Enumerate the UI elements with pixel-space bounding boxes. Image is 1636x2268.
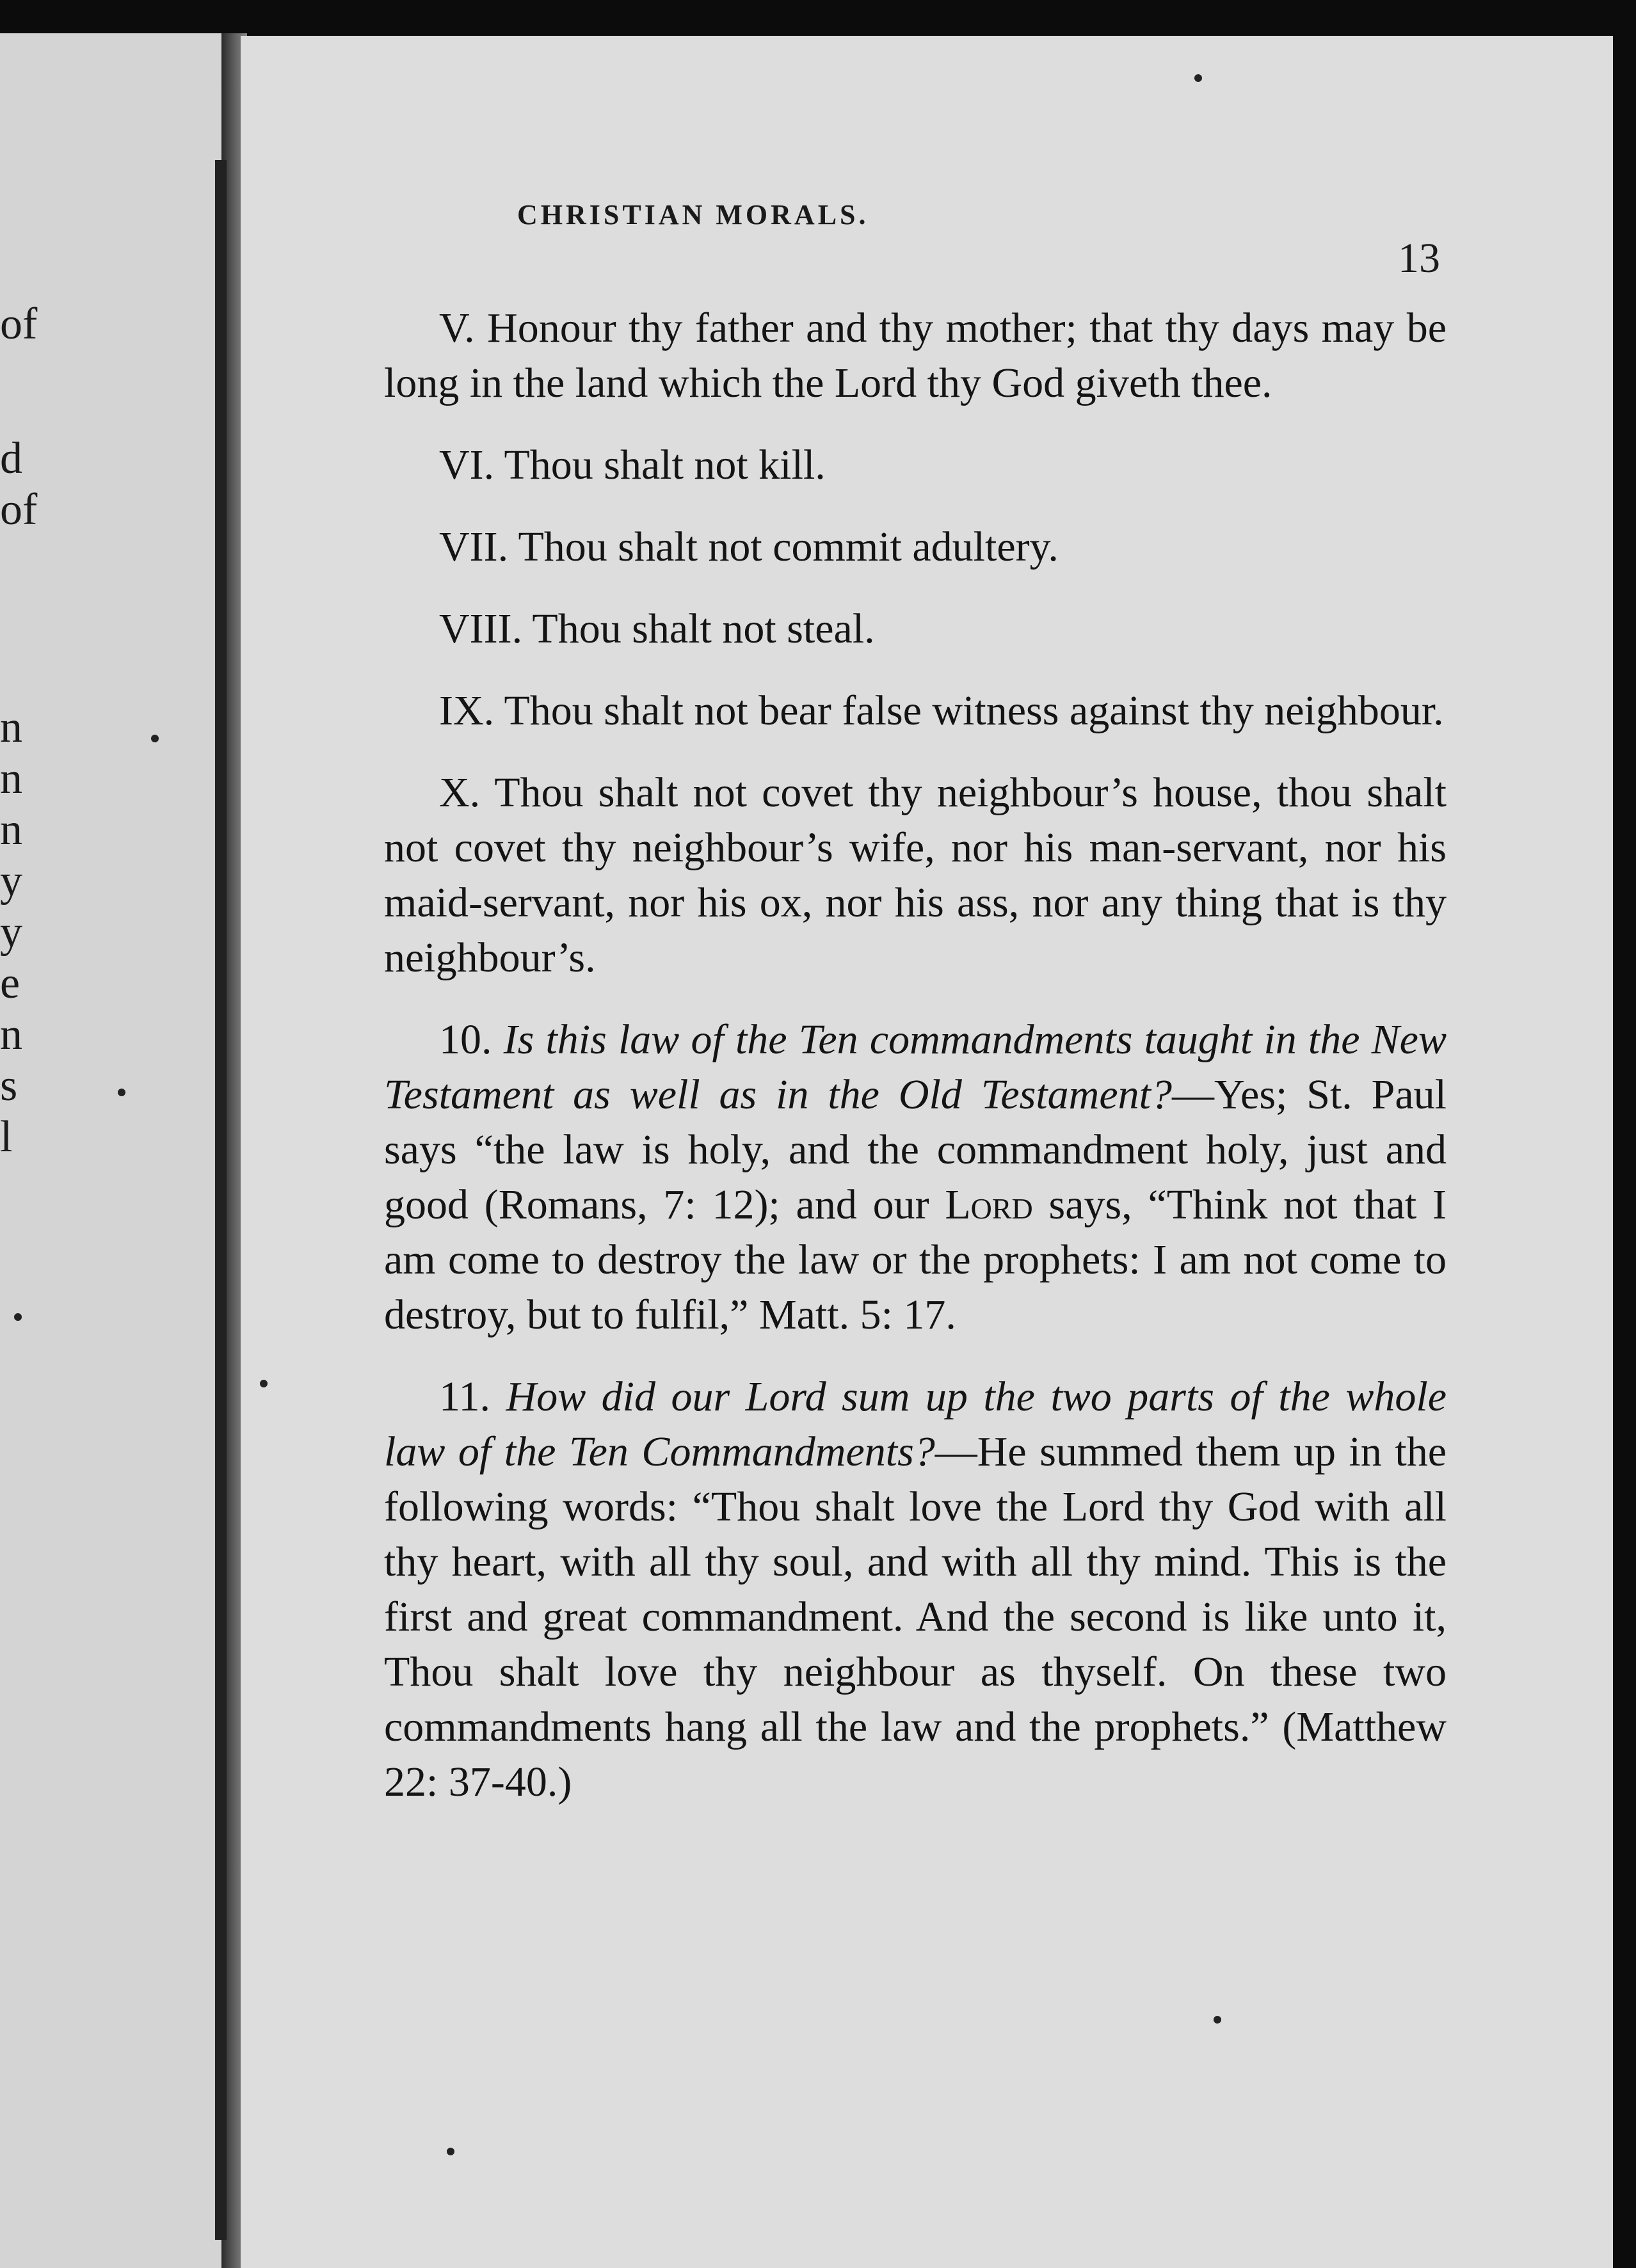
scan-top-border	[0, 0, 1636, 38]
scan-right-border	[1613, 0, 1636, 2268]
commandment-text: Thou shalt not commit adultery.	[518, 523, 1059, 570]
commandment-paragraph	[384, 602, 1447, 657]
answer-text: says, “Think not that I am come to destroy the law or the prophets: I am not come to destroy, but to fulfil,” Matt. 5: 17.	[384, 1181, 1447, 1338]
commandment-numeral: VIII.	[439, 605, 523, 652]
commandment-paragraph	[384, 683, 1447, 739]
page-body	[384, 301, 1447, 1837]
facing-page-fragment: n	[0, 754, 22, 803]
facing-page-fragment: y	[0, 907, 22, 957]
facing-page-fragment: e	[0, 959, 20, 1008]
commandment-text: Honour thy father and thy mother; that thy days may be long in the land which the Lord thy God giveth thee.	[384, 305, 1447, 406]
running-head: CHRISTIAN MORALS.	[517, 199, 869, 230]
ink-speck	[260, 1380, 268, 1387]
question-text: How did our Lord sum up the two parts of the whole law of the Ten Commandments?	[384, 1373, 1447, 1475]
facing-page-fragment: n	[0, 703, 22, 752]
commandment-numeral: VI.	[439, 442, 495, 488]
question-paragraph	[384, 1370, 1447, 1810]
commandment-text: Thou shalt not kill.	[504, 442, 826, 488]
page-number: 13	[1398, 235, 1440, 282]
commandment-numeral: VII.	[439, 523, 509, 570]
ink-speck	[1214, 2016, 1221, 2024]
answer-text: —He summed them up in the following words: “Thou shalt love the Lord thy God with all thy heart, with all thy soul, and with all thy mind. This is the first and great commandment. And the second is like unto it, Thou shalt love thy neighbour as thyself. On these two commandments hang all the law and the prophets.” (Matthew 22: 37-40.)	[384, 1428, 1447, 1805]
facing-page-fragment: of	[0, 485, 38, 534]
facing-page-fragment: n	[0, 1010, 22, 1059]
commandment-paragraph	[384, 438, 1447, 493]
ink-speck	[14, 1313, 22, 1321]
facing-page-edge	[0, 33, 221, 2268]
facing-page-fragment: l	[0, 1112, 13, 1162]
facing-page-fragment: s	[0, 1061, 18, 1110]
commandment-numeral: IX.	[439, 687, 495, 734]
ink-speck	[447, 2148, 454, 2155]
facing-page-fragment: y	[0, 856, 22, 906]
facing-page-fragment: d	[0, 434, 22, 483]
commandment-numeral: X.	[439, 769, 481, 816]
ink-speck	[1194, 74, 1202, 82]
question-number: 10.	[439, 1016, 492, 1063]
facing-page-fragment: of	[0, 299, 38, 349]
facing-page-fragment: n	[0, 805, 22, 854]
page-spine-edge	[215, 160, 227, 2240]
commandment-paragraph	[384, 520, 1447, 575]
commandment-text: Thou shalt not covet thy neighbour’s house, thou shalt not covet thy neighbour’s wife, nor his man-servant, nor his maid-servant, nor his ox, nor his ass, nor any thing that is thy neighbour’s.	[384, 769, 1447, 981]
commandment-paragraph	[384, 765, 1447, 986]
question-text: Is this law of the Ten commandments taught in the New Testament as well as in the Old Testament?	[384, 1016, 1447, 1118]
commandment-text: Thou shalt not bear false witness against thy neighbour.	[504, 687, 1444, 734]
question-paragraph	[384, 1012, 1447, 1343]
commandment-numeral: V.	[439, 305, 475, 351]
commandment-text: Thou shalt not steal.	[532, 605, 875, 652]
question-number: 11.	[439, 1373, 491, 1420]
ink-speck	[151, 735, 159, 742]
ink-speck	[118, 1089, 125, 1096]
lord-small-caps: Lord	[945, 1181, 1033, 1228]
commandment-paragraph	[384, 301, 1447, 411]
answer-text: —Yes; St. Paul says “the law is holy, and the commandment holy, just and good (Romans, 7: 12); and our	[384, 1071, 1447, 1228]
